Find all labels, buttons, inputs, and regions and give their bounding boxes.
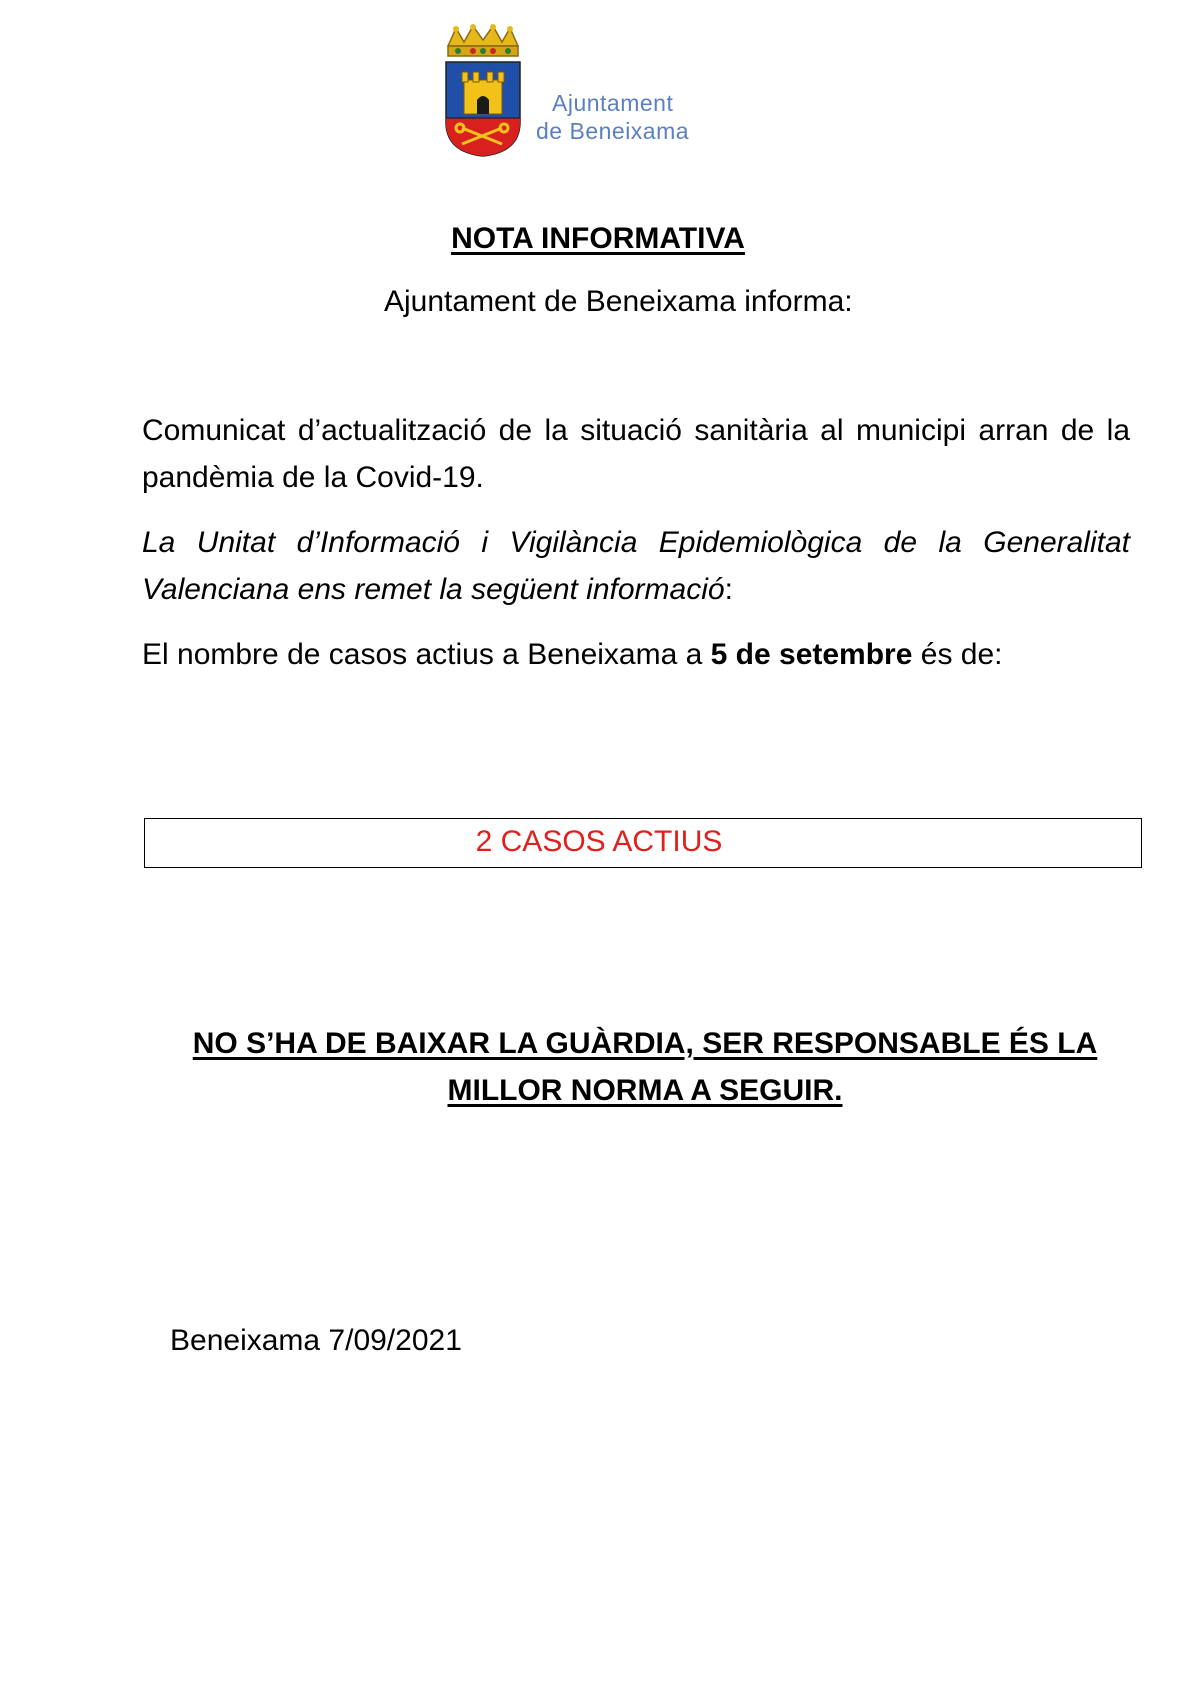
- paragraph-source-italic: La Unitat d’Informació i Vigilància Epidemiològica de la Generalitat Valenciana ens remet la següent informació: [142, 526, 1130, 606]
- document-date: Beneixama 7/09/2021: [170, 1324, 462, 1357]
- coat-of-arms-icon: [438, 24, 528, 159]
- paragraph-source-colon: :: [724, 573, 733, 606]
- logo-text-line1: Ajuntament: [552, 90, 674, 116]
- report-date-bold: 5 de setembre: [710, 638, 913, 671]
- active-cases-box: [144, 818, 1142, 868]
- document-subtitle: Ajuntament de Beneixama informa:: [384, 285, 853, 318]
- active-cases-count: 2 CASOS ACTIUS: [475, 825, 723, 858]
- document-title: NOTA INFORMATIVA: [451, 222, 745, 255]
- paragraph-source: [142, 519, 1130, 613]
- crown-icon: [448, 24, 518, 56]
- municipal-logo: [438, 24, 738, 164]
- warning-line1: NO S’HA DE BAIXAR LA GUÀRDIA, SER RESPONSABLE ÉS LA: [192, 1027, 1098, 1060]
- warning-message: [150, 1020, 1140, 1114]
- paragraph-active-cases-end: és de:: [912, 638, 1003, 671]
- logo-text-line2: de Beneixama: [536, 118, 690, 144]
- warning-line2: MILLOR NORMA A SEGUIR.: [447, 1074, 843, 1107]
- paragraph-active-cases: [142, 631, 1130, 678]
- paragraph-communique: Comunicat d’actualització de la situació sanitària al municipi arran de la pandèmia de la Covid-19.: [142, 414, 1130, 494]
- paragraph-active-cases-start: El nombre de casos actius a Beneixama a: [142, 638, 711, 671]
